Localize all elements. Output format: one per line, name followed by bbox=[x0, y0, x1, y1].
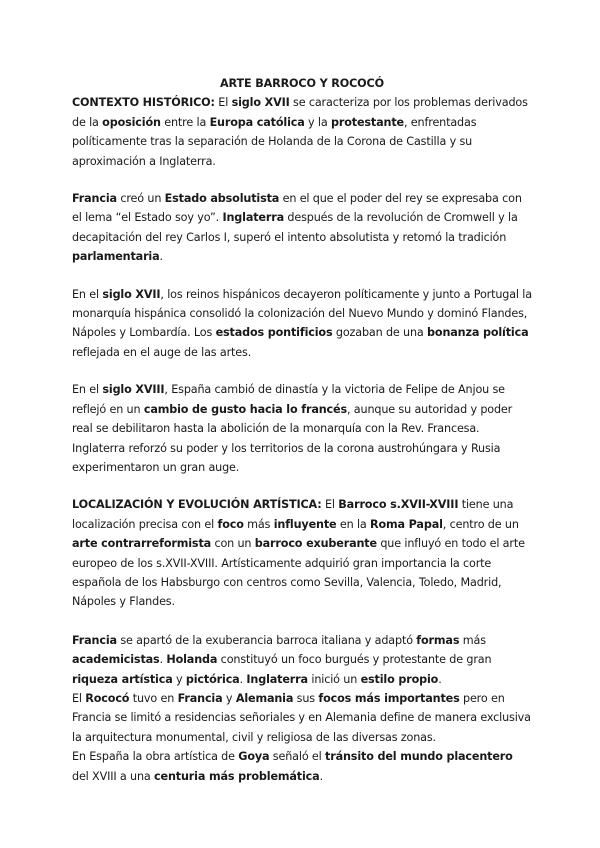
bold-text-run: bonanza política bbox=[427, 326, 529, 340]
bold-text-run: Barroco s.XVII-XVIII bbox=[338, 498, 459, 512]
bold-text-run: barroco exuberante bbox=[254, 537, 377, 551]
text-run: . bbox=[159, 653, 167, 667]
bold-text-run: Francia bbox=[72, 192, 117, 206]
text-run: tiene una localización precisa con el bbox=[72, 498, 514, 531]
bold-text-run: riqueza artística bbox=[72, 672, 173, 686]
text-run: pero en Francia se limitó a residencias señoriales y en Alemania define de manera exclusiva la arquitectura monumental, civil y religiosa de las diversas zonas. bbox=[72, 691, 531, 744]
text-run: con un bbox=[211, 537, 255, 551]
bold-text-run: Goya bbox=[238, 750, 270, 764]
bold-text-run: Francia bbox=[177, 691, 223, 705]
paragraph-rococo bbox=[72, 689, 532, 747]
bold-text-run: Rococó bbox=[85, 691, 130, 705]
text-run: En el bbox=[72, 383, 103, 397]
bold-text-run: foco bbox=[217, 517, 244, 531]
text-run: En el bbox=[72, 287, 103, 301]
text-run: en la bbox=[336, 517, 371, 531]
bold-text-run: Europa católica bbox=[209, 115, 305, 129]
text-run: El bbox=[72, 691, 86, 705]
bold-text-run: focos más importantes bbox=[318, 691, 460, 705]
text-run: constituyó un foco burgués y protestante de gran bbox=[217, 653, 492, 667]
bold-text-run: siglo XVIII bbox=[102, 383, 165, 397]
bold-text-run: siglo XVII bbox=[102, 287, 161, 301]
text-run: , centro de un bbox=[442, 517, 519, 531]
text-run: en el que el poder del rey se expresaba con el lema “el Estado soy yo”. bbox=[72, 192, 522, 225]
bold-text-run: academicistas bbox=[72, 653, 160, 667]
bold-text-run: CONTEXTO HISTÓRICO: bbox=[72, 96, 215, 110]
paragraph-spacer bbox=[72, 171, 532, 189]
text-run: que influyó en todo el arte europeo de los s.XVII-XVIII. Artísticamente adquirió gran importancia la corte española de los Habsburgo con centros como Sevilla, Valencia, Toledo, Madrid, Nápoles y Flandes. bbox=[72, 537, 525, 609]
text-run: y bbox=[172, 672, 186, 686]
text-run: se caracteriza por los problemas derivados de la bbox=[72, 96, 528, 129]
bold-text-run: Inglaterra bbox=[222, 211, 285, 225]
bold-text-run: Holanda bbox=[166, 653, 218, 667]
text-run: , los reinos hispánicos decayeron políticamente y junto a Portugal la monarquía hispánica consolidó la colonización del Nuevo Mundo y dominó Flandes, Nápoles y Lombardía. Los bbox=[72, 287, 532, 340]
bold-text-run: parlamentaria bbox=[72, 250, 160, 264]
text-run: del XVIII a una bbox=[72, 769, 155, 783]
text-run: señaló el bbox=[269, 750, 326, 764]
bold-text-run: Francia bbox=[72, 633, 117, 647]
text-run: , aunque su autoridad y poder real se debilitaron hasta la abolición de la monarquía con la Rev. Francesa. Inglaterra reforzó su poder y los territorios de la corona austrohúngara y Rusia experimentaron un gran auge. bbox=[72, 402, 513, 474]
bold-text-run: pictórica bbox=[185, 672, 240, 686]
bold-text-run: formas bbox=[416, 633, 460, 647]
text-run: , enfrentadas políticamente tras la separación de Holanda de la Corona de Castilla y su aproximación a Inglaterra. bbox=[72, 115, 477, 168]
bold-text-run: estados pontificios bbox=[215, 326, 333, 340]
text-run: . bbox=[438, 672, 442, 686]
text-run: gozaban de una bbox=[332, 326, 428, 340]
bold-text-run: Inglaterra bbox=[246, 672, 308, 686]
text-run: . bbox=[319, 769, 323, 783]
bold-text-run: Alemania bbox=[235, 691, 294, 705]
bold-text-run: Roma Papal bbox=[370, 517, 443, 531]
bold-text-run: tránsito del mundo placentero bbox=[325, 750, 513, 764]
bold-text-run: influyente bbox=[273, 517, 337, 531]
text-run: En España la obra artística de bbox=[72, 750, 239, 764]
text-run: y bbox=[222, 691, 236, 705]
bold-text-run: arte contrarreformista bbox=[72, 537, 212, 551]
text-run: más bbox=[459, 633, 486, 647]
text-run: y la bbox=[304, 115, 331, 129]
text-run: reflejada en el auge de las artes. bbox=[72, 345, 252, 359]
paragraph-francia-holanda bbox=[72, 631, 532, 689]
text-run: tuvo en bbox=[129, 691, 178, 705]
paragraph-spacer bbox=[72, 267, 532, 285]
text-run: creó un bbox=[116, 192, 165, 206]
paragraph-goya bbox=[72, 747, 532, 786]
paragraph-spacer bbox=[72, 362, 532, 380]
text-run: inició un bbox=[307, 672, 361, 686]
bold-text-run: LOCALIZACIÓN Y EVOLUCIÓN ARTÍSTICA: bbox=[72, 498, 322, 512]
bold-text-run: estilo propio bbox=[360, 672, 439, 686]
bold-text-run: siglo XVII bbox=[231, 96, 290, 110]
paragraph-spacer bbox=[72, 477, 532, 495]
document-title: ARTE BARROCO Y ROCOCÓ bbox=[220, 77, 384, 90]
bold-text-run: centuria más problemática bbox=[154, 769, 320, 783]
text-run: se apartó de la exuberancia barroca italiana y adaptó bbox=[116, 633, 417, 647]
bold-text-run: Estado absolutista bbox=[164, 192, 280, 206]
paragraph-francia-absolutismo bbox=[72, 189, 532, 267]
paragraph-spacer bbox=[72, 612, 532, 631]
text-run: El bbox=[321, 498, 339, 512]
bold-text-run: protestante bbox=[331, 115, 404, 129]
text-run: más bbox=[243, 517, 274, 531]
text-run: , España cambió de dinastía y la victoria de Felipe de Anjou se reflejó en un bbox=[72, 383, 505, 416]
document-page bbox=[72, 74, 532, 786]
bold-text-run: oposición bbox=[102, 115, 161, 129]
paragraph-localizacion-evolucion bbox=[72, 495, 532, 611]
text-run: El bbox=[214, 96, 232, 110]
paragraph-siglo-xviii bbox=[72, 380, 532, 477]
text-run: después de la revolución de Cromwell y la decapitación del rey Carlos I, superó el intento absolutista y retomó la tradición bbox=[72, 211, 518, 244]
text-run: . bbox=[159, 250, 163, 264]
bold-text-run: cambio de gusto hacia lo francés bbox=[143, 402, 347, 416]
paragraph-siglo-xvii bbox=[72, 285, 532, 363]
text-run: sus bbox=[293, 691, 319, 705]
paragraph-contexto-historico bbox=[72, 93, 532, 171]
text-run: entre la bbox=[160, 115, 210, 129]
text-run: . bbox=[239, 672, 247, 686]
